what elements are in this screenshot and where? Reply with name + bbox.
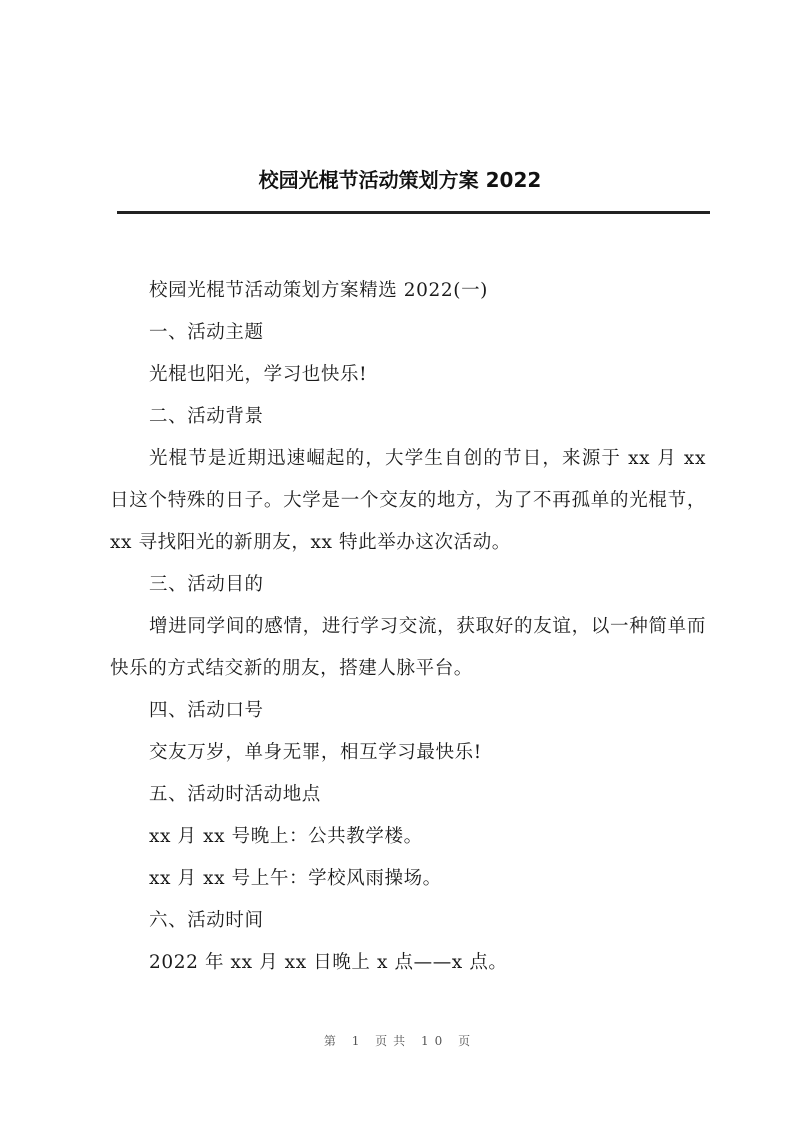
paragraph-background: 光棍节是近期迅速崛起的，大学生自创的节日，来源于 xx 月 xx 日这个特殊的日子。大学是一个交友的地方，为了不再孤单的光棍节，xx 寻找阳光的新朋友，xx 特此举办这次活动。 [110,448,706,553]
paragraph-time: 2022 年 xx 月 xx 日晚上 x 点——x 点。 [149,952,508,973]
paragraph-location-evening: xx 月 xx 号晚上：公共教学楼。 [149,826,423,847]
paragraph-location-morning: xx 月 xx 号上午：学校风雨操场。 [149,868,442,889]
subtitle-paragraph: 校园光棍节活动策划方案精选 2022(一) [149,280,488,301]
paragraph-purpose: 增进同学间的感情，进行学习交流，获取好的友谊，以一种简单而快乐的方式结交新的朋友，搭建人脉平台。 [110,616,706,679]
section-heading-background: 二、活动背景 [149,406,264,427]
section-heading-time: 六、活动时间 [149,910,264,931]
title-divider [117,211,710,214]
page-number-footer: 第 1 页共 10 页 [323,1034,477,1048]
section-heading-location: 五、活动时活动地点 [149,784,321,805]
section-heading-purpose: 三、活动目的 [149,574,264,595]
section-heading-slogan: 四、活动口号 [149,700,264,721]
paragraph-theme: 光棍也阳光，学习也快乐! [149,364,368,385]
paragraph-slogan: 交友万岁，单身无罪，相互学习最快乐! [149,742,482,763]
document-body [110,270,706,984]
document-title: 校园光棍节活动策划方案 2022 [258,168,542,192]
section-heading-theme: 一、活动主题 [149,322,264,343]
